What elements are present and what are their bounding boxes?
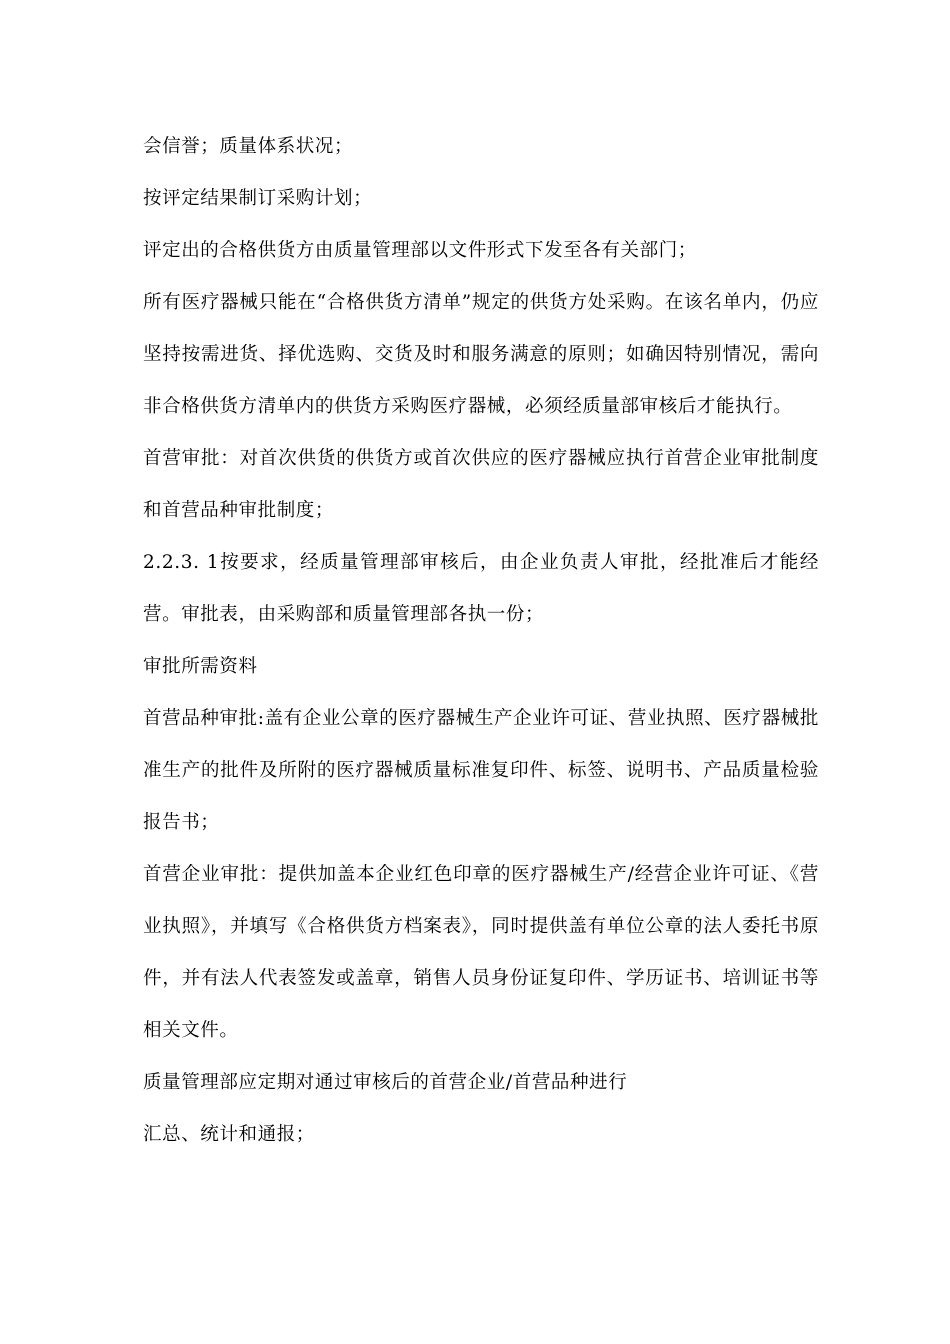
paragraph: 汇总、统计和通报； [143, 1124, 315, 1145]
document-body [143, 121, 819, 1161]
paragraph: 所有医疗器械只能在“合格供货方清单”规定的供货方处采购。在该名单内，仍应坚持按需进货、择优选购、交货及时和服务满意的原则；如确因特别情况，需向非合格供货方清单内的供货方采购医疗器械，必须经质量部审核后才能执行。 [143, 292, 819, 417]
paragraph: 评定出的合格供货方由质量管理部以文件形式下发至各有关部门； [143, 240, 697, 261]
paragraph: 2.2.3. 1按要求，经质量管理部审核后，由企业负责人审批，经批准后才能经营。审批表，由采购部和质量管理部各执一份； [143, 552, 819, 625]
paragraph: 审批所需资料 [143, 656, 258, 677]
paragraph: 按评定结果制订采购计划； [143, 188, 373, 209]
paragraph: 首营品种审批:盖有企业公章的医疗器械生产企业许可证、营业执照、医疗器械批准生产的批件及所附的医疗器械质量标准复印件、标签、说明书、产品质量检验报告书； [143, 708, 819, 833]
paragraph: 首营企业审批：提供加盖本企业红色印章的医疗器械生产/经营企业许可证、《营业执照》，并填写《合格供货方档案表》，同时提供盖有单位公章的法人委托书原件，并有法人代表签发或盖章，销售人员身份证复印件、学历证书、培训证书等相关文件。 [143, 864, 819, 1041]
paragraph: 质量管理部应定期对通过审核后的首营企业/首营品种进行 [143, 1072, 628, 1093]
paragraph: 首营审批：对首次供货的供货方或首次供应的医疗器械应执行首营企业审批制度和首营品种审批制度； [143, 448, 819, 521]
paragraph: 会信誉；质量体系状况； [143, 136, 354, 157]
